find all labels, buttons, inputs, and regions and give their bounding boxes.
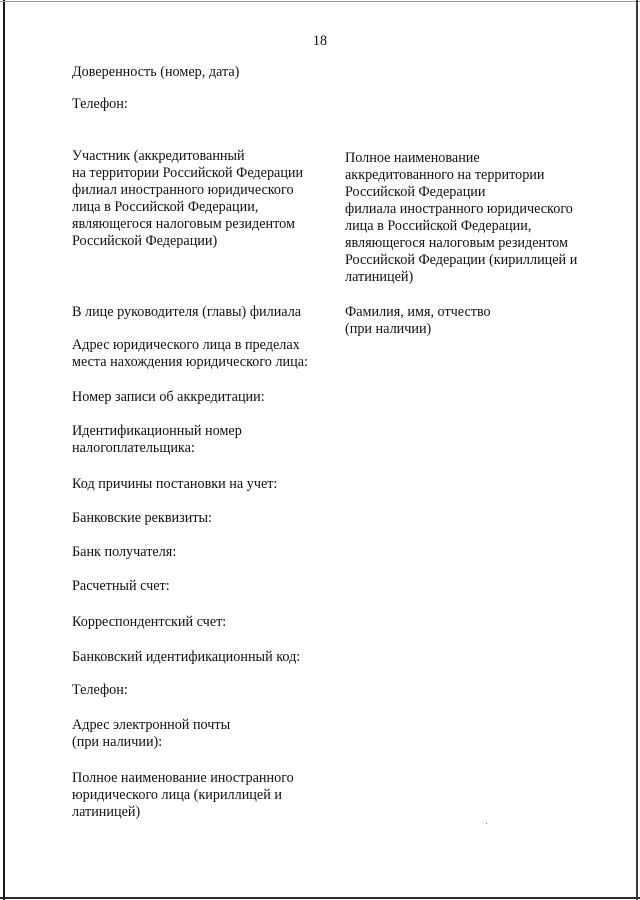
participant-name-line: Российской Федерации (кириллицей и	[345, 252, 578, 268]
page-number: 18	[312, 33, 328, 49]
scan-edge-top	[0, 1, 640, 2]
tin-label-line: Идентификационный номер	[72, 423, 242, 439]
participant-label-line: филиал иностранного юридического	[72, 182, 294, 198]
scan-speck	[486, 823, 487, 824]
legal-address-label-line: Адрес юридического лица в пределах	[72, 337, 300, 353]
participant-label-line: являющегося налоговым резидентом	[72, 216, 295, 232]
power-of-attorney-label: Доверенность (номер, дата)	[72, 64, 240, 80]
kpp-label: Код причины постановки на учет:	[72, 476, 278, 492]
participant-name-line: Российской Федерации	[345, 184, 486, 200]
participant-label-line: на территории Российской Федерации	[72, 165, 304, 181]
participant-name-line: Полное наименование	[345, 150, 480, 166]
participant-name-line: филиала иностранного юридического	[345, 201, 573, 217]
participant-name-line: являющегося налоговым резидентом	[345, 235, 568, 251]
scan-edge-bottom	[0, 897, 640, 899]
tin-label-line: налогоплательщика:	[72, 440, 195, 456]
participant-name-line: лица в Российской Федерации,	[345, 218, 532, 234]
foreign-entity-name-label-line: латиницей)	[72, 804, 141, 820]
participant-name-line: аккредитованного на территории	[345, 167, 545, 183]
represented-by-label: В лице руководителя (главы) филиала	[72, 304, 302, 320]
phone-label-top: Телефон:	[72, 96, 128, 112]
participant-label-line: лица в Российской Федерации,	[72, 199, 259, 215]
foreign-entity-name-label-line: Полное наименование иностранного	[72, 770, 294, 786]
correspondent-account-label: Корреспондентский счет:	[72, 614, 227, 630]
settlement-account-label: Расчетный счет:	[72, 578, 170, 594]
legal-address-label-line: места нахождения юридического лица:	[72, 354, 308, 370]
scan-edge-right	[636, 0, 638, 900]
foreign-entity-name-label-line: юридического лица (кириллицей и	[72, 787, 282, 803]
participant-name-line: латиницей)	[345, 269, 414, 285]
scan-edge-left	[3, 0, 5, 900]
participant-label-line: Участник (аккредитованный	[72, 148, 245, 164]
bank-details-label: Банковские реквизиты:	[72, 510, 212, 526]
email-label-line: (при наличии):	[72, 734, 163, 750]
full-name-hint: Фамилия, имя, отчество	[345, 304, 491, 320]
beneficiary-bank-label: Банк получателя:	[72, 544, 177, 560]
phone-label: Телефон:	[72, 682, 128, 698]
accreditation-record-label: Номер записи об аккредитации:	[72, 389, 265, 405]
email-label-line: Адрес электронной почты	[72, 717, 231, 733]
participant-label-line: Российской Федерации)	[72, 233, 218, 249]
bic-label: Банковский идентификационный код:	[72, 649, 301, 665]
full-name-hint-optional: (при наличии)	[345, 321, 432, 337]
